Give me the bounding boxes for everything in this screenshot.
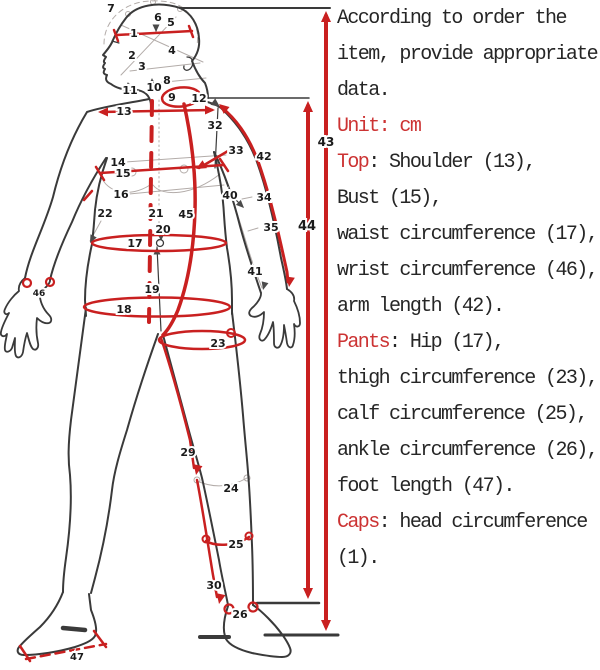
figure-label-11: 11 bbox=[122, 84, 138, 97]
measurement-marks bbox=[20, 11, 331, 661]
figure-label-35: 35 bbox=[263, 221, 279, 234]
figure-label-24: 24 bbox=[223, 482, 239, 495]
figure-label-20: 20 bbox=[155, 223, 171, 236]
figure-label-45: 45 bbox=[178, 208, 194, 221]
figure-label-42: 42 bbox=[256, 150, 272, 163]
figure-label-26: 26 bbox=[232, 608, 248, 621]
figure-label-46: 46 bbox=[32, 289, 46, 299]
figure-label-10: 10 bbox=[146, 81, 162, 94]
instruction-line-5: Top: Shoulder (13), bbox=[337, 151, 535, 174]
figure-label-8: 8 bbox=[163, 74, 171, 87]
figure-label-5: 5 bbox=[167, 16, 175, 29]
figure-label-40: 40 bbox=[222, 189, 238, 202]
instruction-red-text: Pants bbox=[337, 331, 390, 354]
instruction-line-1: According to order the bbox=[337, 7, 566, 30]
figure-label-3: 3 bbox=[138, 60, 146, 73]
figure-label-4: 4 bbox=[168, 44, 176, 57]
instruction-line-8: wrist circumference (46), bbox=[337, 259, 598, 282]
instruction-line-10: Pants: Hip (17), bbox=[337, 331, 504, 354]
instruction-line-4 bbox=[337, 109, 599, 145]
figure-label-30: 30 bbox=[206, 579, 222, 592]
figure-label-14: 14 bbox=[110, 156, 126, 169]
figure-label-15: 15 bbox=[115, 167, 131, 180]
figure-label-22: 22 bbox=[97, 207, 113, 220]
instructions-panel bbox=[337, 1, 599, 577]
figure-label-13: 13 bbox=[116, 105, 132, 118]
figure-label-2: 2 bbox=[128, 49, 136, 62]
figure-label-21: 21 bbox=[148, 207, 164, 220]
figure-label-23: 23 bbox=[210, 337, 226, 350]
instruction-line-6: Bust (15), bbox=[337, 187, 442, 210]
instruction-line-14: foot length (47). bbox=[337, 475, 514, 498]
figure-label-29: 29 bbox=[180, 446, 196, 459]
instruction-line-12: calf circumference (25), bbox=[337, 403, 587, 426]
figure-label-44: 44 bbox=[297, 219, 317, 234]
instruction-line-15: Caps: head circumference bbox=[337, 511, 587, 534]
figure-label-17: 17 bbox=[127, 237, 143, 250]
construction-lines bbox=[90, 0, 262, 486]
figure-label-32: 32 bbox=[207, 119, 223, 132]
figure-label-6: 6 bbox=[154, 11, 162, 24]
figure-label-18: 18 bbox=[116, 303, 132, 316]
figure-label-25: 25 bbox=[228, 538, 244, 551]
figure-label-12: 12 bbox=[191, 92, 207, 105]
instruction-red-text: Unit: cm bbox=[337, 115, 421, 138]
instruction-line-9: arm length (42). bbox=[337, 295, 504, 318]
figure-label-43: 43 bbox=[317, 135, 335, 149]
figure-label-16: 16 bbox=[113, 188, 129, 201]
instruction-line-2: item, provide appropriate bbox=[337, 43, 598, 66]
figure-label-33: 33 bbox=[228, 144, 244, 157]
figure-label-34: 34 bbox=[256, 191, 272, 204]
instruction-red-text: Top bbox=[337, 151, 369, 174]
figure-label-47: 47 bbox=[70, 652, 84, 663]
instruction-line-11: thigh circumference (23), bbox=[337, 367, 598, 390]
figure-label-9: 9 bbox=[168, 91, 176, 104]
figure-label-7: 7 bbox=[107, 2, 115, 15]
instruction-red-text: Caps bbox=[337, 511, 379, 534]
instruction-line-3: data. bbox=[337, 79, 390, 102]
figure-label-19: 19 bbox=[144, 283, 160, 296]
figure-label-1: 1 bbox=[130, 27, 138, 40]
instruction-line-16: (1). bbox=[337, 547, 379, 570]
figure-label-41: 41 bbox=[247, 265, 263, 278]
instruction-line-7: waist circumference (17), bbox=[337, 223, 598, 246]
instruction-line-13: ankle circumference (26), bbox=[337, 439, 598, 462]
